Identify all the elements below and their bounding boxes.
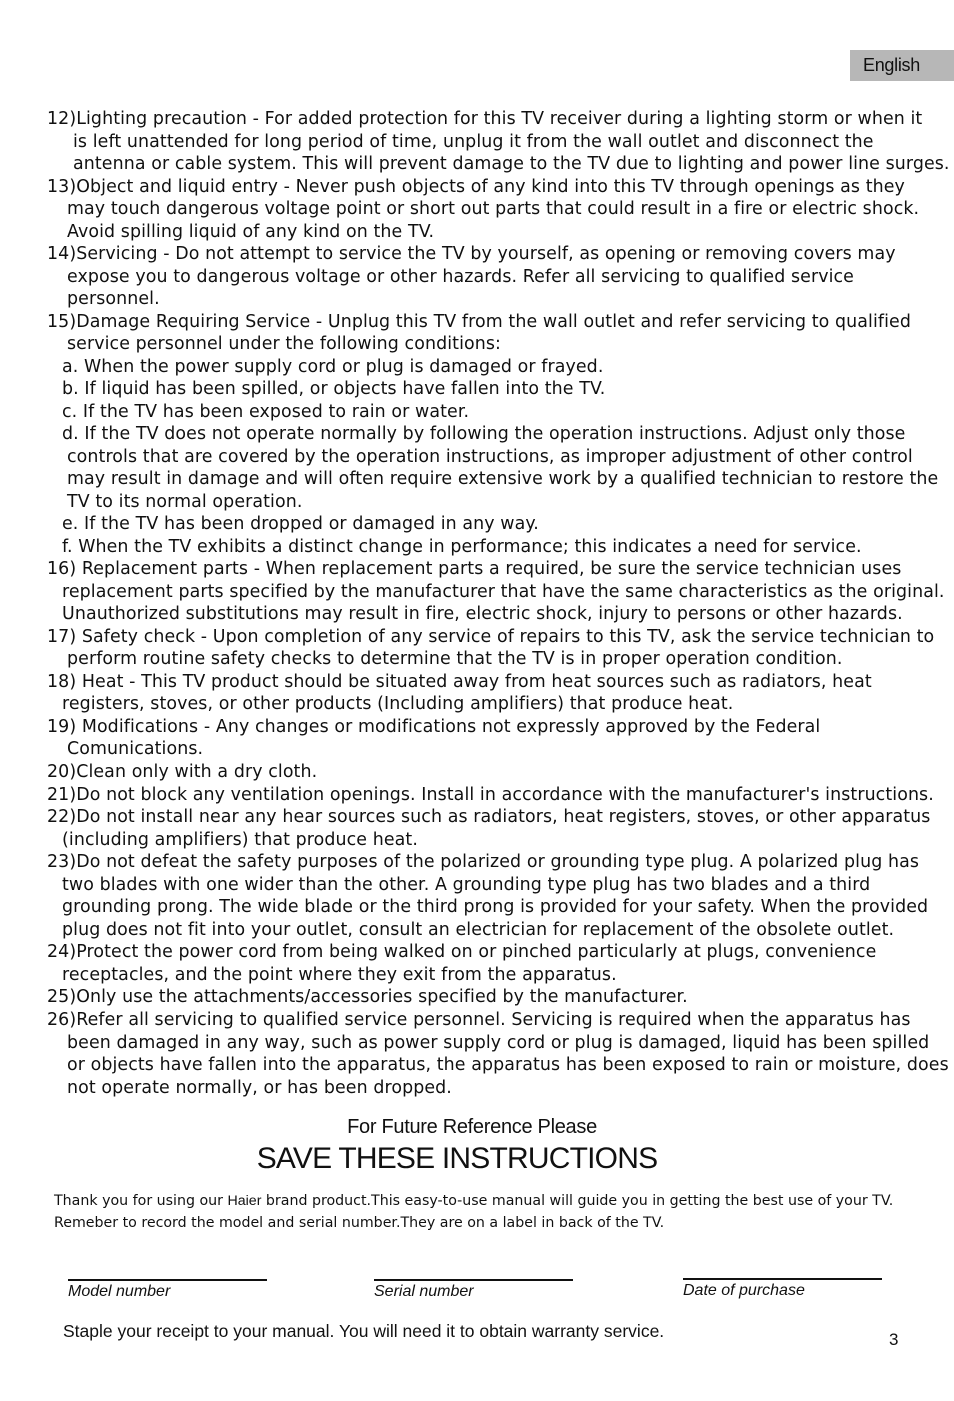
thank-you-text-start: Thank you for using our bbox=[54, 1193, 228, 1209]
save-instructions-title: SAVE THESE INSTRUCTIONS bbox=[256, 1142, 658, 1175]
body-line: 25)Only use the attachments/accessories specified by the manufacturer. bbox=[47, 987, 688, 1007]
body-line: 21)Do not block any ventilation openings. Install in accordance with the manufacturer's instructions. bbox=[47, 785, 934, 805]
body-line: Unauthorized substitutions may result in fire, electric shock, injury to persons or other hazards. bbox=[62, 604, 903, 624]
serial-number-underline bbox=[374, 1279, 573, 1281]
body-line: antenna or cable system. This will prevent damage to the TV due to lighting and power line surges. bbox=[73, 154, 950, 174]
body-line: may touch dangerous voltage point or short out parts that could result in a fire or electric shock. bbox=[67, 199, 920, 219]
date-of-purchase-field[interactable] bbox=[683, 1278, 882, 1300]
body-line: 15)Damage Requiring Service - Unplug this TV from the wall outlet and refer servicing to qualified bbox=[47, 312, 911, 332]
thank-you-line bbox=[54, 1191, 893, 1211]
body-line: Comunications. bbox=[67, 739, 204, 759]
body-line: 20)Clean only with a dry cloth. bbox=[47, 762, 318, 782]
body-line: 14)Servicing - Do not attempt to service the TV by yourself, as opening or removing covers may bbox=[47, 244, 896, 264]
date-of-purchase-underline bbox=[683, 1278, 882, 1280]
body-line: TV to its normal operation. bbox=[67, 492, 303, 512]
body-line: controls that are covered by the operation instructions, as improper adjustment of other control bbox=[67, 447, 913, 467]
model-number-underline bbox=[68, 1279, 267, 1281]
body-line: 26)Refer all servicing to qualified service personnel. Servicing is required when the apparatus has bbox=[47, 1010, 911, 1030]
staple-receipt-note: Staple your receipt to your manual. You will need it to obtain warranty service. bbox=[63, 1321, 665, 1341]
body-line: perform routine safety checks to determine that the TV is in proper operation condition. bbox=[67, 649, 843, 669]
body-line: replacement parts specified by the manufacturer that have the same characteristics as the original. bbox=[62, 582, 945, 602]
body-line: registers, stoves, or other products (Including amplifiers) that produce heat. bbox=[62, 694, 734, 714]
body-line: receptacles, and the point where they exit from the apparatus. bbox=[62, 965, 617, 985]
body-line: may result in damage and will often require extensive work by a qualified technician to restore the bbox=[67, 469, 939, 489]
body-line: service personnel under the following conditions: bbox=[67, 334, 501, 354]
page-number: 3 bbox=[889, 1330, 899, 1349]
body-line: c. If the TV has been exposed to rain or water. bbox=[62, 402, 470, 422]
body-line: a. When the power supply cord or plug is damaged or frayed. bbox=[62, 357, 604, 377]
body-line: not operate normally, or has been dropped. bbox=[67, 1078, 452, 1098]
body-line: personnel. bbox=[67, 289, 160, 309]
body-line: 17) Safety check - Upon completion of any service of repairs to this TV, ask the service technician to bbox=[47, 627, 935, 647]
language-tab: English bbox=[850, 50, 954, 81]
body-line: expose you to dangerous voltage or other hazards. Refer all servicing to qualified service bbox=[67, 267, 854, 287]
body-line: e. If the TV has been dropped or damaged in any way. bbox=[62, 514, 539, 534]
body-line: 19) Modifications - Any changes or modifications not expressly approved by the Federal bbox=[47, 717, 821, 737]
thank-you-text-end: brand product.This easy-to-use manual will guide you in getting the best use of your TV. bbox=[261, 1193, 894, 1209]
model-number-label: Model number bbox=[68, 1283, 171, 1300]
body-line: 22)Do not install near any hear sources such as radiators, heat registers, stoves, or other apparatus bbox=[47, 807, 931, 827]
date-of-purchase-label: Date of purchase bbox=[683, 1282, 805, 1299]
body-line: plug does not fit into your outlet, consult an electrician for replacement of the obsolete outlet. bbox=[62, 920, 895, 940]
body-line: two blades with one wider than the other. A grounding type plug has two blades and a third bbox=[62, 875, 871, 895]
body-line: b. If liquid has been spilled, or objects have fallen into the TV. bbox=[62, 379, 606, 399]
serial-number-label: Serial number bbox=[374, 1283, 474, 1300]
brand-name: Haier bbox=[227, 1193, 262, 1209]
body-line: Avoid spilling liquid of any kind on the TV. bbox=[67, 222, 435, 242]
body-line: d. If the TV does not operate normally by following the operation instructions. Adjust only those bbox=[62, 424, 906, 444]
body-line: 12)Lighting precaution - For added protection for this TV receiver during a lighting storm or when it bbox=[47, 109, 923, 129]
body-line: (including amplifiers) that produce heat. bbox=[62, 830, 418, 850]
future-reference-subtitle: For Future Reference Please bbox=[347, 1116, 597, 1138]
body-line: 24)Protect the power cord from being walked on or pinched particularly at plugs, convenience bbox=[47, 942, 877, 962]
serial-number-field[interactable] bbox=[374, 1279, 573, 1301]
body-line: 16) Replacement parts - When replacement parts a required, be sure the service technician uses bbox=[47, 559, 902, 579]
body-line: been damaged in any way, such as power supply cord or plug is damaged, liquid has been spilled bbox=[67, 1033, 930, 1053]
body-line: 18) Heat - This TV product should be situated away from heat sources such as radiators, heat bbox=[47, 672, 872, 692]
body-line: 13)Object and liquid entry - Never push objects of any kind into this TV through openings as they bbox=[47, 177, 905, 197]
body-line: f. When the TV exhibits a distinct change in performance; this indicates a need for service. bbox=[62, 537, 862, 557]
model-number-field[interactable] bbox=[68, 1279, 267, 1301]
body-line: or objects have fallen into the apparatus, the apparatus has been exposed to rain or moisture, does bbox=[67, 1055, 949, 1075]
body-line: grounding prong. The wide blade or the third prong is provided for your safety. When the provided bbox=[62, 897, 929, 917]
body-line: is left unattended for long period of time, unplug it from the wall outlet and disconnect the bbox=[73, 132, 874, 152]
record-reminder-line: Remeber to record the model and serial number.They are on a label in back of the TV. bbox=[54, 1215, 665, 1231]
body-line: 23)Do not defeat the safety purposes of the polarized or grounding type plug. A polarized plug has bbox=[47, 852, 920, 872]
